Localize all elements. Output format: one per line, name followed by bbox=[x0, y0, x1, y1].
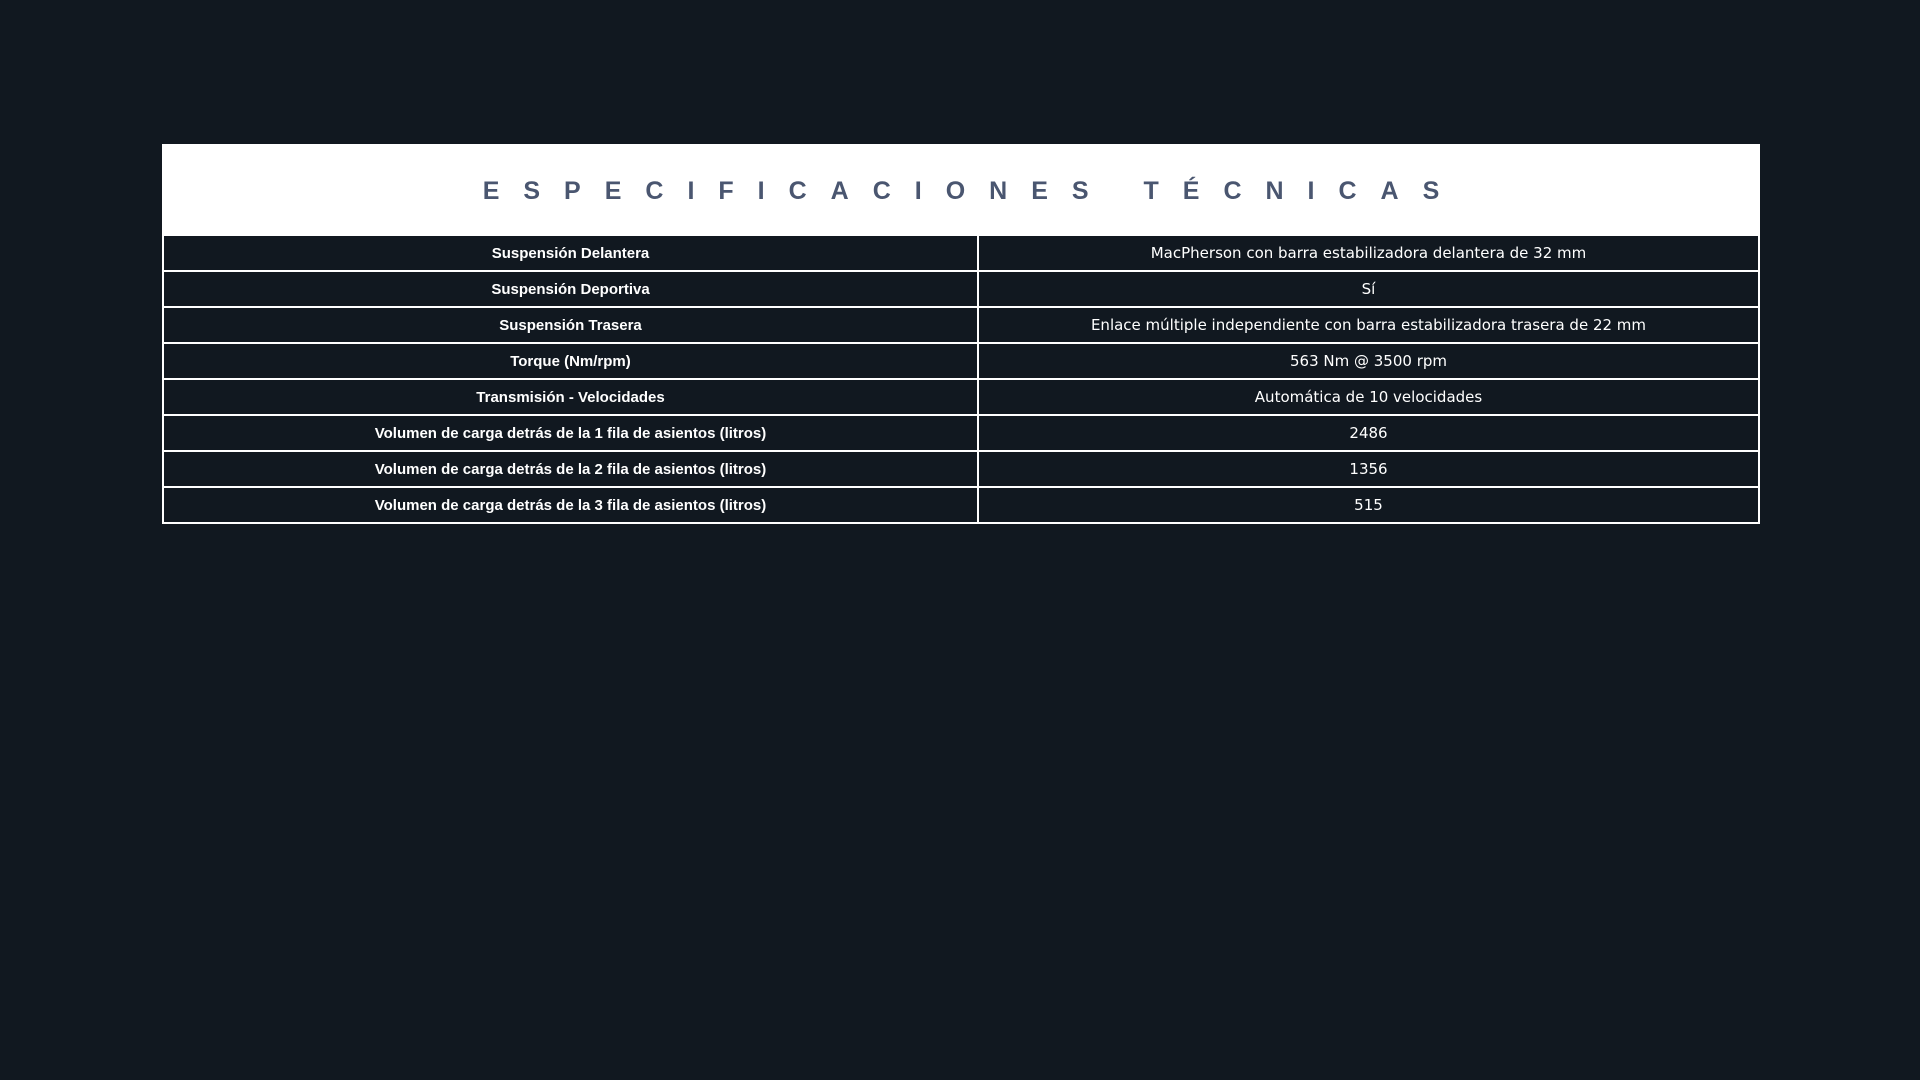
spec-label: Torque (Nm/rpm) bbox=[164, 343, 978, 379]
table-row bbox=[164, 379, 1758, 415]
spec-value: 515 bbox=[978, 487, 1758, 522]
table-row bbox=[164, 487, 1758, 522]
table-row bbox=[164, 271, 1758, 307]
table-row bbox=[164, 236, 1758, 271]
table-row bbox=[164, 415, 1758, 451]
spec-value: Enlace múltiple independiente con barra estabilizadora trasera de 22 mm bbox=[978, 307, 1758, 343]
table-row bbox=[164, 451, 1758, 487]
spec-label: Suspensión Delantera bbox=[164, 236, 978, 271]
spec-label: Volumen de carga detrás de la 3 fila de asientos (litros) bbox=[164, 487, 978, 522]
specifications-header bbox=[164, 146, 1758, 236]
spec-value: 2486 bbox=[978, 415, 1758, 451]
spec-value: Sí bbox=[978, 271, 1758, 307]
spec-label: Suspensión Trasera bbox=[164, 307, 978, 343]
spec-value: 1356 bbox=[978, 451, 1758, 487]
table-row bbox=[164, 307, 1758, 343]
specifications-panel bbox=[162, 144, 1760, 524]
spec-label: Volumen de carga detrás de la 1 fila de asientos (litros) bbox=[164, 415, 978, 451]
spec-value: Automática de 10 velocidades bbox=[978, 379, 1758, 415]
table-row bbox=[164, 343, 1758, 379]
page-title: ESPECIFICACIONES TÉCNICAS bbox=[482, 176, 1464, 205]
specifications-table bbox=[164, 236, 1758, 522]
spec-label: Suspensión Deportiva bbox=[164, 271, 978, 307]
spec-label: Volumen de carga detrás de la 2 fila de asientos (litros) bbox=[164, 451, 978, 487]
spec-label: Transmisión - Velocidades bbox=[164, 379, 978, 415]
spec-value: MacPherson con barra estabilizadora delantera de 32 mm bbox=[978, 236, 1758, 271]
spec-value: 563 Nm @ 3500 rpm bbox=[978, 343, 1758, 379]
